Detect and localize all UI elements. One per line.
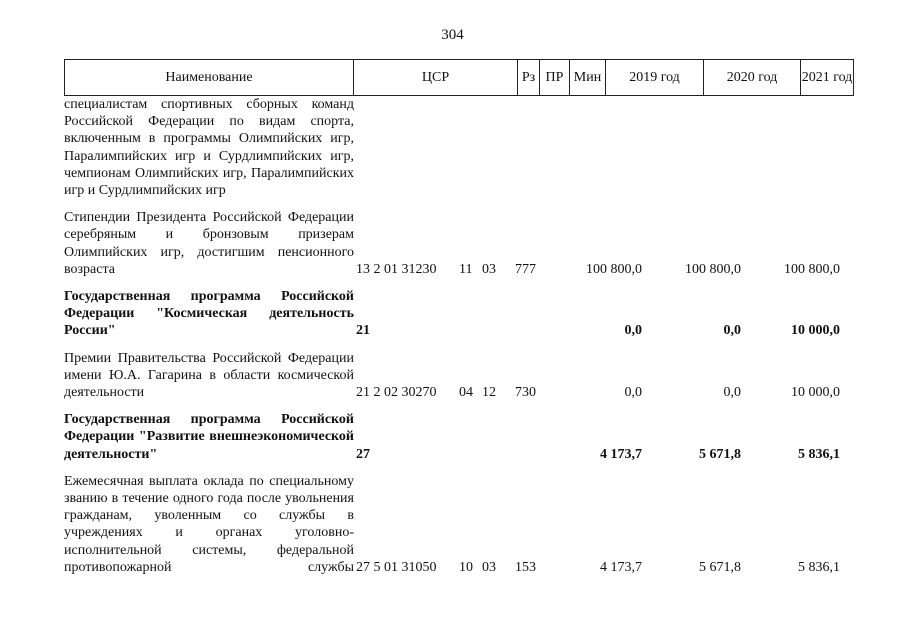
row-name: Стипендии Президента Российской Федерации серебряным и бронзовым призерам Олимпийских игр, достигшим пенсионного возраста: [64, 210, 354, 277]
row-min: 777: [515, 261, 536, 277]
page-number: 304: [441, 27, 464, 43]
row-csr: 21: [356, 323, 370, 339]
table-row: [64, 411, 854, 463]
row-csr: 21 2 02 30270: [356, 385, 437, 401]
row-csr: 27 5 01 31050: [356, 559, 437, 575]
row-name: Ежемесячная выплата оклада по специальному званию в течение одного года после увольнения гражданам, уволенным со службы в учреждениях и органах уголовно-исполнительной системы, федеральной противопожарной службы: [64, 473, 354, 575]
table-row: [64, 96, 854, 199]
row-pr: 03: [482, 559, 496, 575]
row-2021: 100 800,0: [784, 261, 840, 277]
row-2020: 0,0: [723, 323, 741, 339]
row-name: Государственная программа Российской Федерации "Развитие внешнеэкономической деятельности": [64, 412, 354, 462]
row-2021: 10 000,0: [791, 385, 840, 401]
header-pr: ПР: [540, 60, 570, 95]
row-2019: 4 173,7: [600, 446, 642, 462]
table-row: [64, 288, 854, 340]
table-row: [64, 350, 854, 402]
table-body: [64, 96, 854, 586]
header-name: Наименование: [65, 60, 354, 95]
row-2020: 5 671,8: [699, 559, 741, 575]
row-pr: 03: [482, 261, 496, 277]
row-csr: 27: [356, 446, 370, 462]
row-name: Премии Правительства Российской Федерации имени Ю.А. Гагарина в области космической деятельности: [64, 350, 354, 401]
row-rz: 10: [459, 559, 473, 575]
table-row: [64, 209, 854, 278]
header-2020: 2020 год: [704, 60, 801, 95]
row-2021: 5 836,1: [798, 446, 840, 462]
row-name: специалистам спортивных сборных команд Российской Федерации по видам спорта, включенным в программы Олимпийских игр, Паралимпийских игр и Сурдлимпийских игр, чемпионам Олимпийских игр, Паралимпийских игр и Сурдлимпийских игр: [64, 97, 354, 199]
row-2021: 10 000,0: [791, 323, 840, 339]
row-min: 153: [515, 559, 536, 575]
table-row: [64, 473, 854, 576]
row-2020: 5 671,8: [699, 446, 741, 462]
row-2020: 100 800,0: [685, 261, 741, 277]
row-rz: 11: [459, 261, 473, 277]
row-rz: 04: [459, 385, 473, 401]
row-csr: 13 2 01 31230: [356, 261, 437, 277]
header-rz: Рз: [518, 60, 540, 95]
row-min: 730: [515, 385, 536, 401]
row-2019: 100 800,0: [586, 261, 642, 277]
header-csr: ЦСР: [354, 60, 518, 95]
header-2021: 2021 год: [801, 70, 853, 85]
row-name: Государственная программа Российской Федерации "Космическая деятельность России": [64, 289, 354, 339]
row-2020: 0,0: [723, 385, 741, 401]
row-2019: 4 173,7: [600, 559, 642, 575]
table-header: [64, 59, 854, 96]
header-min: Мин: [570, 60, 606, 95]
row-2021: 5 836,1: [798, 559, 840, 575]
row-pr: 12: [482, 385, 496, 401]
row-2019: 0,0: [624, 385, 642, 401]
header-2019: 2019 год: [606, 60, 704, 95]
row-2019: 0,0: [624, 323, 642, 339]
